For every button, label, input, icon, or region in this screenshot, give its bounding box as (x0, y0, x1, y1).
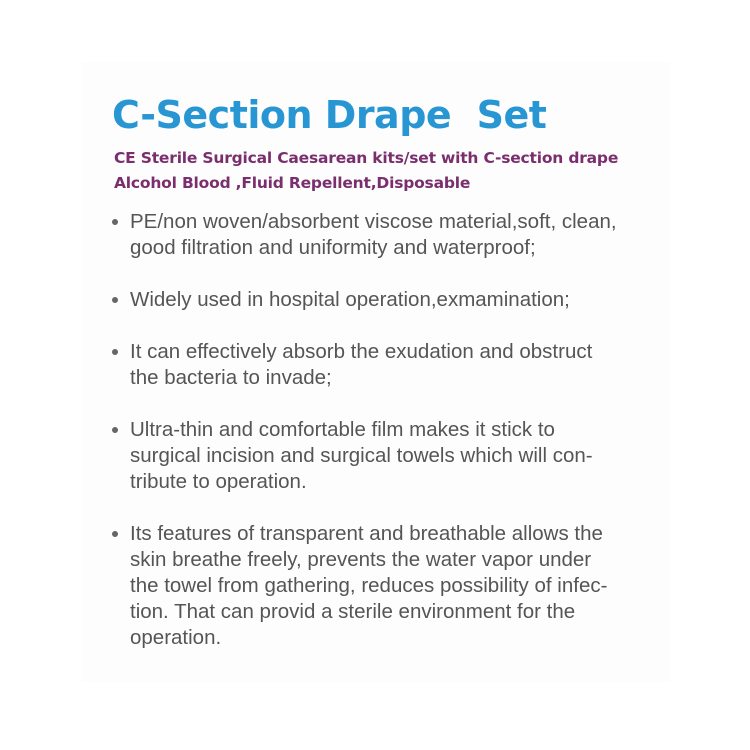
bullet-dot-icon (112, 219, 118, 225)
bullet-dot-icon (112, 427, 118, 433)
feature-text-line: surgical incision and surgical towels which will con- (130, 444, 593, 467)
product-subtitle (114, 146, 618, 196)
bullet-dot-icon (112, 297, 118, 303)
feature-text-line: good filtration and uniformity and waterproof; (130, 236, 536, 259)
feature-item (110, 521, 670, 651)
feature-text-line: Its features of transparent and breathable allows the (130, 522, 603, 545)
feature-text-line: the bacteria to invade; (130, 366, 332, 389)
subtitle-line: Alcohol Blood ,Fluid Repellent,Disposable (114, 174, 471, 192)
feature-text-line: tribute to operation. (130, 470, 307, 493)
feature-text-line: tion. That can provid a sterile environment for the (130, 600, 576, 623)
feature-list (110, 209, 670, 677)
feature-text-line: Widely used in hospital operation,exmamination; (130, 288, 570, 311)
feature-text-line: PE/non woven/absorbent viscose material,soft, clean, (130, 210, 617, 233)
feature-item (110, 417, 670, 495)
page-title: C-Section Drape Set (112, 93, 547, 137)
bullet-dot-icon (112, 531, 118, 537)
feature-text-line: the towel from gathering, reduces possibility of infec- (130, 574, 608, 597)
feature-item (110, 339, 670, 391)
feature-item (110, 287, 670, 313)
feature-text-line: Ultra-thin and comfortable film makes it stick to (130, 418, 555, 441)
bullet-dot-icon (112, 349, 118, 355)
feature-text-line: operation. (130, 626, 222, 649)
subtitle-line: CE Sterile Surgical Caesarean kits/set with C-section drape (114, 149, 619, 167)
feature-item (110, 209, 670, 261)
feature-text-line: It can effectively absorb the exudation and obstruct (130, 340, 593, 363)
feature-text-line: skin breathe freely, prevents the water vapor under (130, 548, 592, 571)
